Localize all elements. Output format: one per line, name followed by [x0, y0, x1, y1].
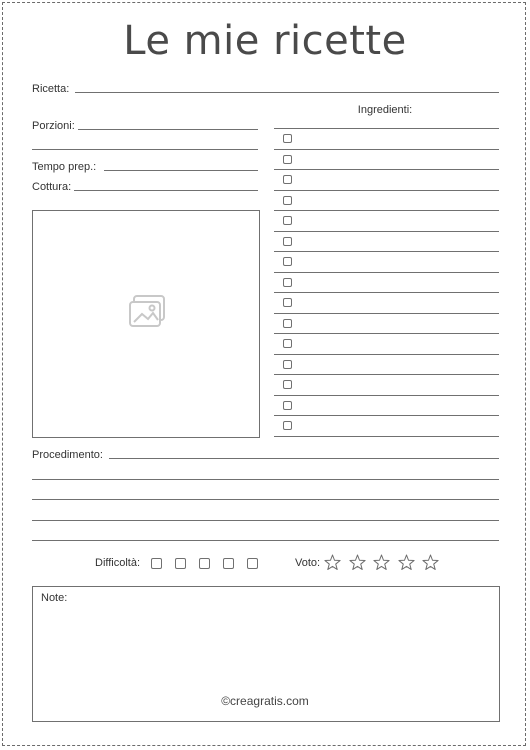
- difficulty-label: Difficoltà:: [95, 557, 141, 569]
- ingredient-line[interactable]: [274, 169, 499, 170]
- star-icon[interactable]: [349, 554, 366, 571]
- image-placeholder-icon: [128, 294, 168, 330]
- ingredient-line[interactable]: [274, 436, 499, 437]
- star-icon[interactable]: [373, 554, 390, 571]
- ingredient-checkbox[interactable]: [283, 134, 292, 143]
- footer-credit: ©creagratis.com: [221, 694, 309, 708]
- ingredient-line[interactable]: [274, 374, 499, 375]
- ingredient-line[interactable]: [274, 210, 499, 211]
- procedimento-line-1[interactable]: [109, 458, 499, 459]
- ingredient-checkbox[interactable]: [283, 319, 292, 328]
- procedimento-line-3[interactable]: [32, 499, 499, 500]
- porzioni-label: Porzioni:: [32, 120, 75, 132]
- ingredient-checkbox[interactable]: [283, 360, 292, 369]
- ingredient-checkbox[interactable]: [283, 380, 292, 389]
- ingredient-checkbox[interactable]: [283, 421, 292, 430]
- ingredients-title: Ingredienti:: [357, 104, 413, 116]
- star-icon[interactable]: [324, 554, 341, 571]
- ingredient-checkbox[interactable]: [283, 237, 292, 246]
- ingredient-line[interactable]: [274, 149, 499, 150]
- tempo-line[interactable]: [104, 170, 258, 171]
- star-icon[interactable]: [422, 554, 439, 571]
- ingredient-line[interactable]: [274, 231, 499, 232]
- cottura-label: Cottura:: [32, 181, 72, 193]
- ingredient-line[interactable]: [274, 251, 499, 252]
- ingredient-checkbox[interactable]: [283, 298, 292, 307]
- ingredient-line[interactable]: [274, 272, 499, 273]
- ingredient-checkbox[interactable]: [283, 196, 292, 205]
- vote-label: Voto:: [295, 557, 321, 569]
- ingredient-checkbox[interactable]: [283, 175, 292, 184]
- porzioni-line-2[interactable]: [32, 149, 258, 150]
- ingredient-line-top: [274, 128, 499, 129]
- ricetta-line[interactable]: [75, 92, 499, 93]
- difficulty-checkbox[interactable]: [247, 558, 258, 569]
- ingredient-checkbox[interactable]: [283, 155, 292, 164]
- ingredient-line[interactable]: [274, 313, 499, 314]
- star-icon[interactable]: [398, 554, 415, 571]
- ingredient-checkbox[interactable]: [283, 339, 292, 348]
- ingredient-line[interactable]: [274, 415, 499, 416]
- ingredient-line[interactable]: [274, 190, 499, 191]
- ingredient-checkbox[interactable]: [283, 216, 292, 225]
- difficulty-checkbox[interactable]: [151, 558, 162, 569]
- ingredient-line[interactable]: [274, 333, 499, 334]
- ricetta-label: Ricetta:: [32, 83, 70, 95]
- difficulty-checkbox[interactable]: [199, 558, 210, 569]
- procedimento-line-2[interactable]: [32, 479, 499, 480]
- ingredient-checkbox[interactable]: [283, 278, 292, 287]
- ingredient-checkbox[interactable]: [283, 401, 292, 410]
- difficulty-checkbox[interactable]: [175, 558, 186, 569]
- procedimento-line-5[interactable]: [32, 540, 499, 541]
- tempo-label: Tempo prep.:: [32, 161, 97, 173]
- notes-label: Note:: [41, 592, 68, 604]
- ingredient-line[interactable]: [274, 292, 499, 293]
- ingredient-checkbox[interactable]: [283, 257, 292, 266]
- cottura-line[interactable]: [74, 190, 258, 191]
- difficulty-checkbox[interactable]: [223, 558, 234, 569]
- procedimento-line-4[interactable]: [32, 520, 499, 521]
- ingredient-line[interactable]: [274, 395, 499, 396]
- ingredient-line[interactable]: [274, 354, 499, 355]
- page-title: Le mie ricette: [123, 18, 407, 64]
- procedimento-label: Procedimento:: [32, 449, 103, 461]
- porzioni-line[interactable]: [78, 129, 258, 130]
